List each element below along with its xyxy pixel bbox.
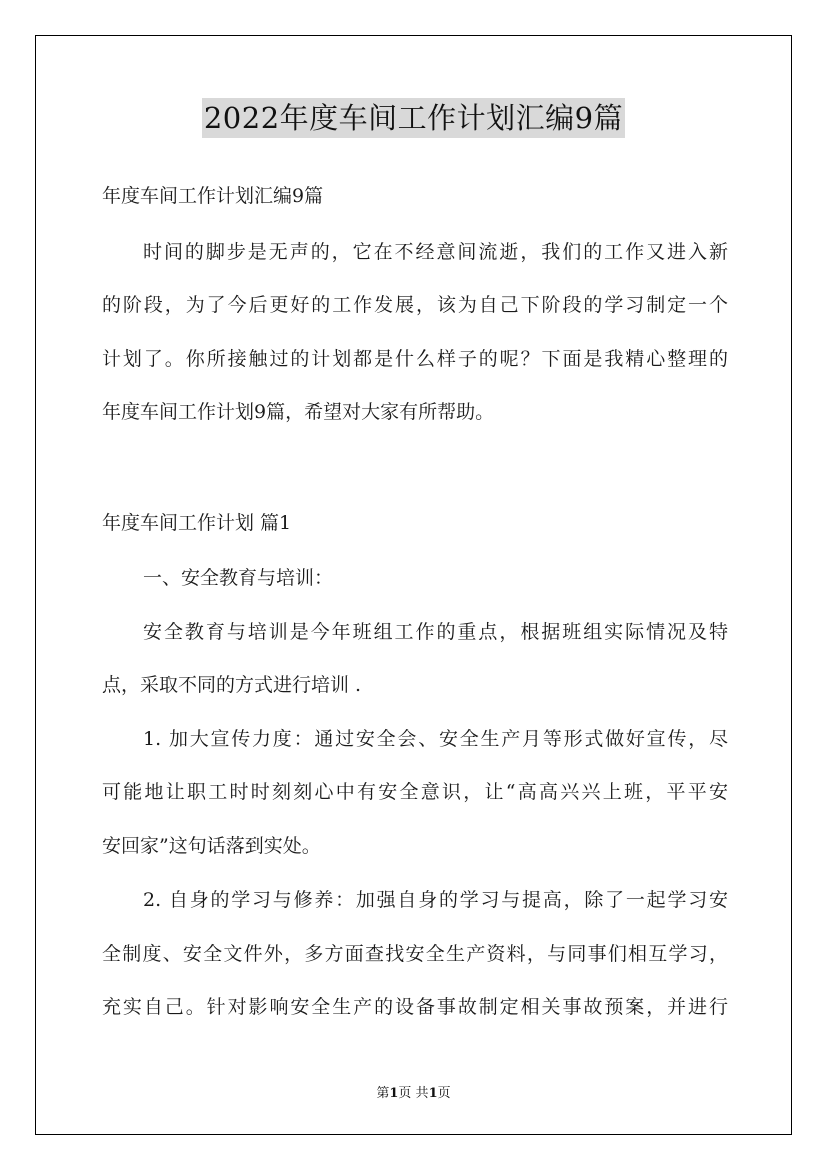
para1-line-2: 点，采取不同的方式进行培训 . [102, 674, 362, 696]
intro-line-1: 时间的脚步是无声的，它在不经意间流逝，我们的工作又进入新 [143, 241, 728, 263]
document-subtitle: 年度车间工作计划汇编9篇 [102, 185, 324, 207]
para3-line-3: 充实自己。针对影响安全生产的设备事故制定相关事故预案，并进行 [102, 996, 728, 1018]
intro-line-2: 的阶段，为了今后更好的工作发展，该为自己下阶段的学习制定一个 [102, 294, 728, 316]
intro-line-3: 计划了。你所接触过的计划都是什么样子的呢？下面是我精心整理的 [102, 348, 728, 370]
footer-page-total: 1 [428, 1086, 438, 1101]
title-wrap [0, 98, 827, 138]
para2-line-1: 1. 加大宣传力度：通过安全会、安全生产月等形式做好宣传，尽 [143, 728, 728, 750]
para3-line-1: 2. 自身的学习与修养：加强自身的学习与提高，除了一起学习安 [143, 889, 728, 911]
footer-page-suffix: 页 [437, 1086, 451, 1101]
footer-page-mid: 页 共 [398, 1086, 429, 1101]
page-footer [0, 1082, 827, 1101]
section-heading: 年度车间工作计划 篇1 [102, 512, 292, 534]
footer-page-current: 1 [389, 1086, 399, 1101]
document-title: 2022年度车间工作计划汇编9篇 [202, 98, 625, 138]
footer-page-prefix: 第 [376, 1086, 390, 1101]
para3-line-2: 全制度、安全文件外，多方面查找安全生产资料，与同事们相互学习， [102, 943, 728, 965]
para2-line-3: 安回家”这句话落到实处。 [102, 835, 321, 857]
intro-line-4: 年度车间工作计划9篇，希望对大家有所帮助。 [102, 401, 495, 423]
para1-line-1: 安全教育与培训是今年班组工作的重点，根据班组实际情况及特 [143, 621, 728, 643]
item-heading: 一、安全教育与培训： [143, 567, 334, 589]
para2-line-2: 可能地让职工时时刻刻心中有安全意识，让“高高兴兴上班，平平安 [102, 781, 728, 803]
